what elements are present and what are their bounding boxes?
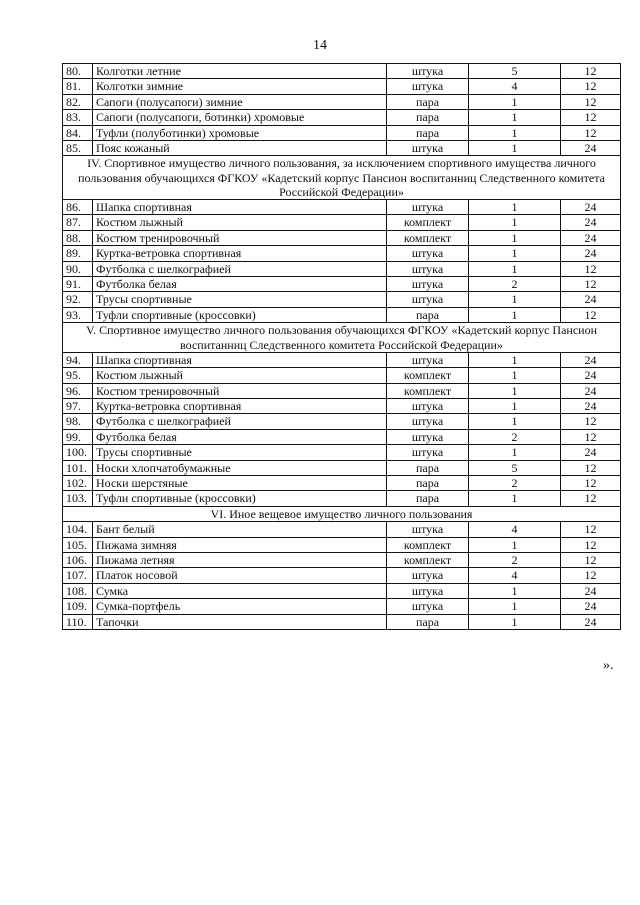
items-table-body [63,64,621,630]
unit-of-measure: пара [387,307,469,322]
table-row [63,246,621,261]
table-row [63,383,621,398]
row-number: 102. [63,475,93,490]
unit-of-measure: пара [387,614,469,629]
quantity: 1 [469,368,561,383]
table-row [63,292,621,307]
table-row [63,307,621,322]
unit-of-measure: штука [387,414,469,429]
unit-of-measure: штука [387,141,469,156]
unit-of-measure: комплект [387,215,469,230]
unit-of-measure: пара [387,475,469,490]
quantity: 1 [469,125,561,140]
table-row [63,568,621,583]
item-name: Куртка-ветровка спортивная [93,398,387,413]
wear-term-months: 12 [561,552,621,567]
unit-of-measure: штука [387,352,469,367]
item-name: Трусы спортивные [93,292,387,307]
wear-term-months: 12 [561,64,621,79]
item-name: Туфли спортивные (кроссовки) [93,491,387,506]
closing-quote: ». [603,658,614,673]
row-number: 106. [63,552,93,567]
unit-of-measure: штука [387,445,469,460]
wear-term-months: 24 [561,599,621,614]
wear-term-months: 12 [561,261,621,276]
quantity: 1 [469,200,561,215]
row-number: 101. [63,460,93,475]
quantity: 1 [469,141,561,156]
table-row [63,200,621,215]
quantity: 1 [469,215,561,230]
wear-term-months: 12 [561,307,621,322]
unit-of-measure: штука [387,583,469,598]
unit-of-measure: пара [387,460,469,475]
table-row [63,599,621,614]
quantity: 4 [469,522,561,537]
item-name: Пижама зимняя [93,537,387,552]
item-name: Шапка спортивная [93,352,387,367]
row-number: 84. [63,125,93,140]
wear-term-months: 24 [561,583,621,598]
quantity: 2 [469,277,561,292]
table-row [63,64,621,79]
quantity: 4 [469,79,561,94]
item-name: Колготки зимние [93,79,387,94]
table-row [63,261,621,276]
table-row [63,522,621,537]
quantity: 2 [469,552,561,567]
row-number: 88. [63,230,93,245]
wear-term-months: 12 [561,429,621,444]
item-name: Сапоги (полусапоги) зимние [93,94,387,109]
quantity: 1 [469,307,561,322]
quantity: 1 [469,383,561,398]
quantity: 1 [469,230,561,245]
wear-term-months: 12 [561,110,621,125]
table-row [63,141,621,156]
quantity: 1 [469,94,561,109]
unit-of-measure: комплект [387,230,469,245]
item-name: Трусы спортивные [93,445,387,460]
table-row [63,460,621,475]
section-header-row [63,156,621,200]
row-number: 82. [63,94,93,109]
wear-term-months: 12 [561,277,621,292]
wear-term-months: 24 [561,445,621,460]
unit-of-measure: штука [387,64,469,79]
section-title: VI. Иное вещевое имущество личного пользования [63,506,621,521]
wear-term-months: 12 [561,568,621,583]
section-title: IV. Спортивное имущество личного пользования, за исключением спортивного имущества личного пользования обучающихся ФГКОУ «Кадетский корпус Пансион воспитанниц Следственного комитета Российской Федерации» [63,156,621,200]
unit-of-measure: комплект [387,537,469,552]
row-number: 96. [63,383,93,398]
quantity: 1 [469,614,561,629]
quantity: 1 [469,398,561,413]
quantity: 2 [469,475,561,490]
wear-term-months: 12 [561,460,621,475]
table-row [63,445,621,460]
quantity: 1 [469,246,561,261]
row-number: 83. [63,110,93,125]
table-row [63,429,621,444]
item-name: Костюм тренировочный [93,230,387,245]
row-number: 99. [63,429,93,444]
quantity: 4 [469,568,561,583]
item-name: Шапка спортивная [93,200,387,215]
unit-of-measure: штука [387,599,469,614]
unit-of-measure: комплект [387,383,469,398]
unit-of-measure: штука [387,292,469,307]
table-row [63,94,621,109]
table-row [63,552,621,567]
section-header-row [63,323,621,352]
unit-of-measure: комплект [387,552,469,567]
wear-term-months: 24 [561,383,621,398]
table-row [63,368,621,383]
section-title: V. Спортивное имущество личного пользования обучающихся ФГКОУ «Кадетский корпус Пансион воспитанниц Следственного комитета Российской Федерации» [63,323,621,352]
row-number: 86. [63,200,93,215]
quantity: 5 [469,460,561,475]
table-row [63,277,621,292]
row-number: 95. [63,368,93,383]
item-name: Платок носовой [93,568,387,583]
row-number: 110. [63,614,93,629]
table-row [63,491,621,506]
wear-term-months: 24 [561,352,621,367]
row-number: 92. [63,292,93,307]
unit-of-measure: штука [387,246,469,261]
quantity: 1 [469,599,561,614]
row-number: 87. [63,215,93,230]
unit-of-measure: штука [387,398,469,413]
wear-term-months: 12 [561,475,621,490]
item-name: Сапоги (полусапоги, ботинки) хромовые [93,110,387,125]
item-name: Куртка-ветровка спортивная [93,246,387,261]
section-header-row [63,506,621,521]
item-name: Носки шерстяные [93,475,387,490]
row-number: 103. [63,491,93,506]
table-row [63,125,621,140]
table-row [63,110,621,125]
table-row [63,537,621,552]
row-number: 93. [63,307,93,322]
item-name: Футболка белая [93,429,387,444]
quantity: 5 [469,64,561,79]
unit-of-measure: пара [387,491,469,506]
row-number: 94. [63,352,93,367]
unit-of-measure: штука [387,277,469,292]
table-row [63,414,621,429]
unit-of-measure: пара [387,110,469,125]
table-row [63,230,621,245]
item-name: Костюм лыжный [93,215,387,230]
item-name: Костюм тренировочный [93,383,387,398]
item-name: Бант белый [93,522,387,537]
row-number: 90. [63,261,93,276]
item-name: Сумка [93,583,387,598]
items-table [62,63,621,630]
wear-term-months: 12 [561,522,621,537]
row-number: 81. [63,79,93,94]
quantity: 1 [469,537,561,552]
item-name: Колготки летние [93,64,387,79]
row-number: 104. [63,522,93,537]
wear-term-months: 12 [561,79,621,94]
wear-term-months: 12 [561,414,621,429]
unit-of-measure: штука [387,261,469,276]
wear-term-months: 24 [561,292,621,307]
row-number: 97. [63,398,93,413]
table-row [63,352,621,367]
wear-term-months: 24 [561,398,621,413]
item-name: Футболка с шелкографией [93,261,387,276]
row-number: 105. [63,537,93,552]
unit-of-measure: пара [387,94,469,109]
unit-of-measure: штука [387,568,469,583]
row-number: 100. [63,445,93,460]
quantity: 1 [469,110,561,125]
quantity: 1 [469,292,561,307]
table-row [63,583,621,598]
quantity: 1 [469,261,561,276]
wear-term-months: 24 [561,246,621,261]
page-number: 14 [313,38,327,53]
row-number: 108. [63,583,93,598]
unit-of-measure: штука [387,429,469,444]
quantity: 2 [469,429,561,444]
wear-term-months: 24 [561,141,621,156]
item-name: Футболка белая [93,277,387,292]
quantity: 1 [469,414,561,429]
wear-term-months: 24 [561,200,621,215]
unit-of-measure: штука [387,200,469,215]
unit-of-measure: штука [387,79,469,94]
row-number: 98. [63,414,93,429]
item-name: Носки хлопчатобумажные [93,460,387,475]
item-name: Туфли (полуботинки) хромовые [93,125,387,140]
item-name: Сумка-портфель [93,599,387,614]
wear-term-months: 12 [561,125,621,140]
unit-of-measure: пара [387,125,469,140]
item-name: Пижама летняя [93,552,387,567]
table-row [63,614,621,629]
table-row [63,475,621,490]
row-number: 107. [63,568,93,583]
table-row [63,398,621,413]
wear-term-months: 24 [561,215,621,230]
table-row [63,79,621,94]
row-number: 89. [63,246,93,261]
wear-term-months: 24 [561,230,621,245]
quantity: 1 [469,583,561,598]
item-name: Костюм лыжный [93,368,387,383]
row-number: 85. [63,141,93,156]
item-name: Тапочки [93,614,387,629]
item-name: Пояс кожаный [93,141,387,156]
unit-of-measure: штука [387,522,469,537]
wear-term-months: 24 [561,614,621,629]
item-name: Футболка с шелкографией [93,414,387,429]
quantity: 1 [469,352,561,367]
wear-term-months: 12 [561,537,621,552]
table-row [63,215,621,230]
item-name: Туфли спортивные (кроссовки) [93,307,387,322]
unit-of-measure: комплект [387,368,469,383]
wear-term-months: 12 [561,491,621,506]
row-number: 109. [63,599,93,614]
quantity: 1 [469,491,561,506]
quantity: 1 [469,445,561,460]
wear-term-months: 12 [561,94,621,109]
row-number: 80. [63,64,93,79]
row-number: 91. [63,277,93,292]
wear-term-months: 24 [561,368,621,383]
